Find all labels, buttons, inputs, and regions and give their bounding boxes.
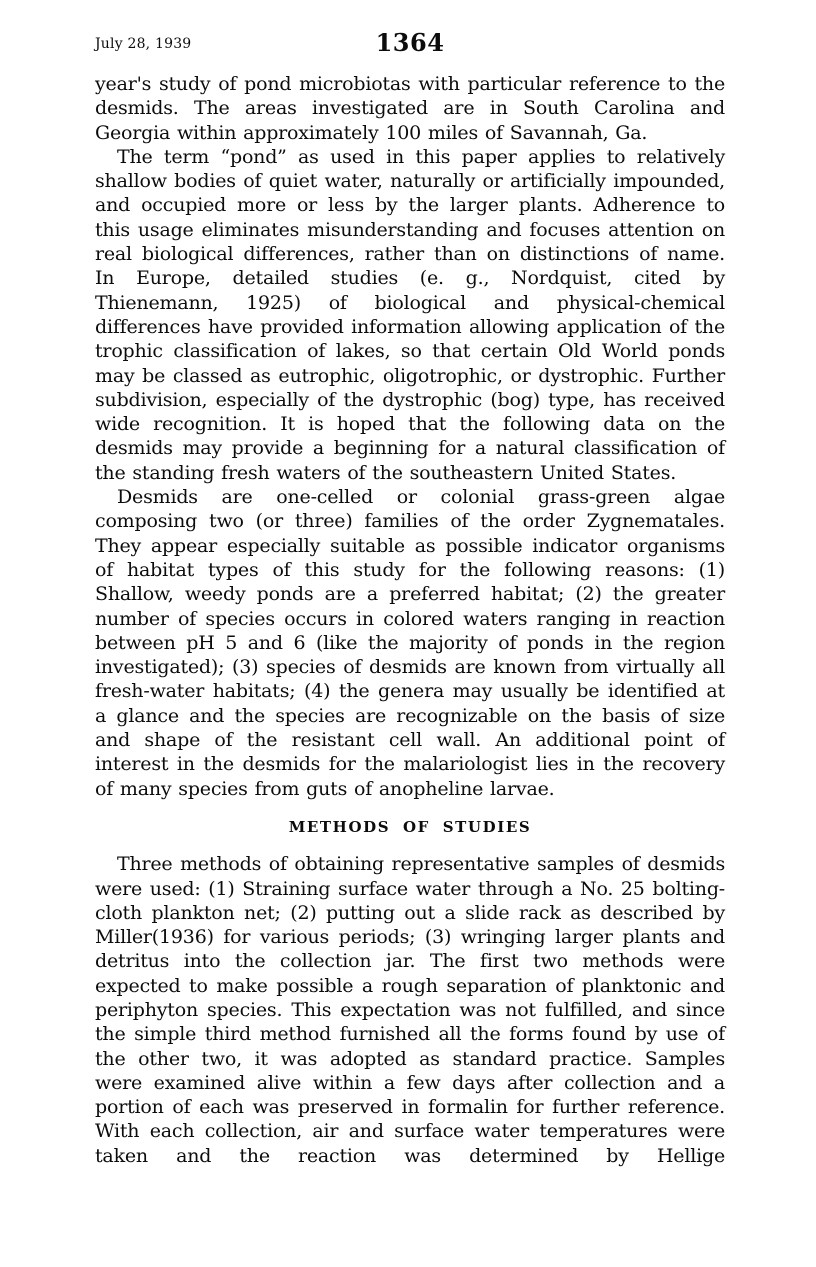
header-date: July 28, 1939 xyxy=(95,36,192,52)
body-paragraph: year's study of pond microbiotas with particular reference to the desmids. The areas investigated are in South Carolina and Georgia within approximately 100 miles of Savannah, Ga. xyxy=(95,73,725,144)
section-heading: METHODS OF STUDIES xyxy=(288,817,532,836)
page-body xyxy=(95,72,725,1168)
body-paragraph: Desmids are one-celled or colonial grass-green algae composing two (or three) families of the order Zygnematales. They appear especially suitable as possible indicator organisms of habitat types of this study for the following reasons: (1) Shallow, weedy ponds are a preferred habitat; (2) the greater number of species occurs in colored waters ranging in reaction between pH 5 and 6 (like the majority of ponds in the region investigated); (3) species of desmids are known from virtually all fresh-water habitats; (4) the genera may usually be identified at a glance and the species are recognizable on the basis of size and shape of the resistant cell wall. An additional point of interest in the desmids for the malariologist lies in the recovery of many species from guts of anopheline larvae. xyxy=(95,486,725,800)
body-paragraph: The term “pond” as used in this paper applies to relatively shallow bodies of quiet water, naturally or artificially impounded, and occupied more or less by the larger plants. Adherence to this usage eliminates misunderstanding and focuses attention on real biological differences, rather than on distinctions of name. In Europe, detailed studies (e. g., Nordquist, cited by Thienemann, 1925) of biological and physical-chemical differences have provided information allowing application of the trophic classification of lakes, so that certain Old World ponds may be classed as eutrophic, oligotrophic, or dystrophic. Further subdivision, especially of the dystrophic (bog) type, has received wide recognition. It is hoped that the following data on the desmids may provide a beginning for a natural classification of the standing fresh waters of the southeastern United States. xyxy=(95,145,725,484)
page-header xyxy=(95,28,725,62)
page-number: 1364 xyxy=(375,28,445,57)
body-paragraph: Three methods of obtaining representative samples of desmids were used: (1) Straining surface water through a No. 25 bolting-cloth plankton net; (2) putting out a slide rack as described by Miller(1936) for various periods; (3) wringing larger plants and detritus into the collection jar. The first two methods were expected to make possible a rough separation of planktonic and periphyton species. This expectation was not fulfilled, and since the simple third method furnished all the forms found by use of the other two, it was adopted as standard practice. Samples were examined alive within a few days after collection and a portion of each was preserved in formalin for further reference. With each collection, air and surface water temperatures were taken and the reaction was determined by Hellige xyxy=(95,853,725,1167)
